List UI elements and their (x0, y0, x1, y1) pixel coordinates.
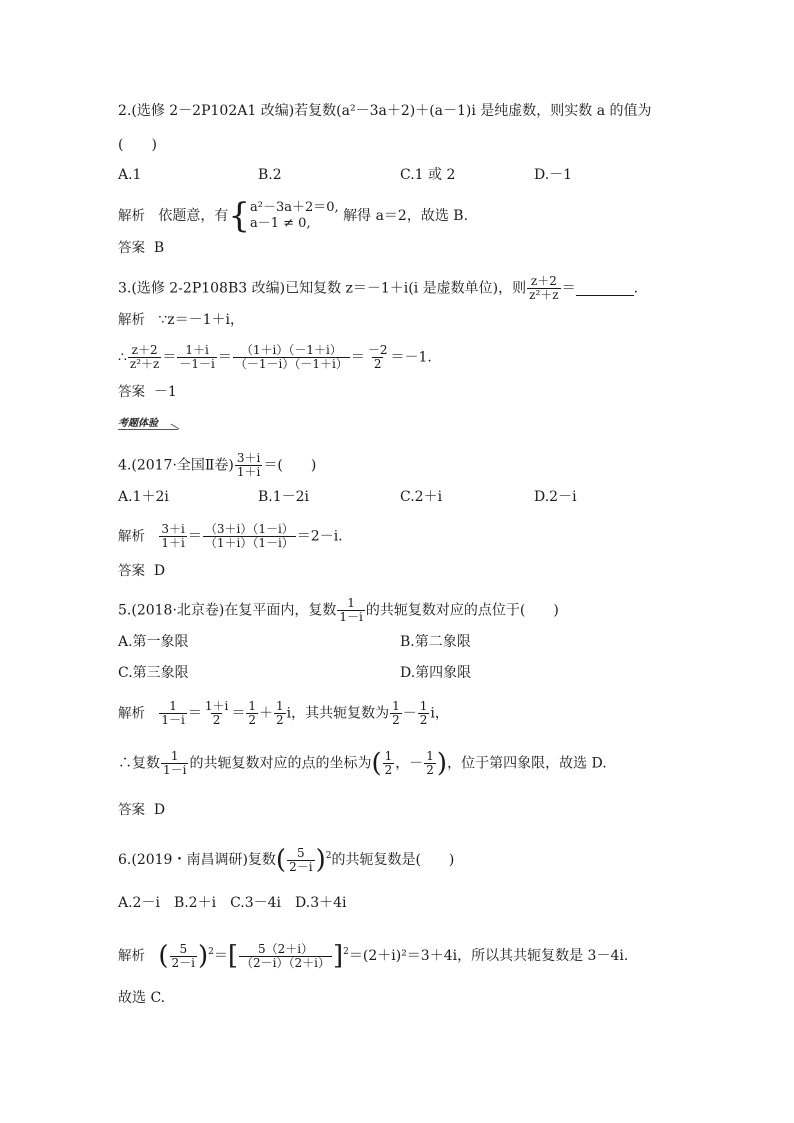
numerator: 5 (179, 941, 188, 956)
q2-option-c: C.1 或 2 (400, 167, 456, 183)
answer-label: 答案 (118, 802, 145, 818)
numerator: 1 (419, 699, 428, 713)
fraction (159, 523, 186, 550)
denominator: 1－i (161, 713, 185, 727)
left-bracket: [ (227, 941, 239, 971)
numerator: （1＋i）（－1＋i） (240, 343, 342, 357)
q4-solution (118, 523, 343, 550)
q3-stem-text: 3.(选修 2-2P108B3 改编)已知复数 z＝－1＋i(i 是虚数单位)，则 (118, 280, 527, 297)
q5-solution-line2 (118, 750, 607, 777)
fraction (159, 700, 186, 727)
q6-conclusion: 故选 C. (118, 990, 166, 1006)
q2-option-b: B.2 (258, 167, 282, 183)
q2-solution (118, 196, 469, 236)
period: . (633, 280, 639, 297)
therefore-symbol: ∴ (118, 349, 127, 366)
q5-option-a: A.第一象限 (118, 634, 189, 650)
fraction (233, 344, 350, 371)
fraction (246, 700, 258, 727)
denominator: 2 (419, 713, 428, 727)
fraction (170, 943, 197, 970)
fraction (203, 700, 230, 727)
numerator: 1 (426, 749, 434, 763)
point-separator: ，－ (395, 755, 424, 772)
minus: － (402, 705, 417, 722)
fraction (424, 750, 436, 777)
answer-value: B (153, 240, 165, 256)
fraction (287, 847, 314, 874)
equals: ＝ (231, 705, 246, 722)
equals: ＝ (162, 349, 177, 366)
equals: ＝ (217, 349, 232, 366)
section-tag: 考题体验 (118, 418, 158, 429)
exponent: 2 (343, 947, 349, 957)
equals: ＝ (561, 280, 576, 297)
denominator: 2 (392, 713, 400, 727)
q6-stem-end: 的共轭复数是( ) (331, 852, 455, 868)
fraction (383, 750, 395, 777)
solution-label: 解析 (118, 208, 145, 224)
numerator: 1 (392, 699, 400, 713)
q6-solution (118, 942, 628, 970)
numerator: 1＋i (185, 343, 209, 357)
fraction (418, 700, 430, 727)
denominator: 1＋i (161, 536, 185, 550)
fraction (235, 452, 262, 479)
result: ＝(2＋i)²＝3＋4i，所以其共轭复数是 3－4i. (348, 948, 629, 964)
q3-solution-line1 (118, 310, 244, 330)
system-line-1: a²－3a＋2＝0, (250, 200, 339, 215)
q5-line2-prefix: ∴复数 (118, 755, 160, 772)
q5-line2-end: ，位于第四象限，故选 D. (447, 755, 607, 772)
fraction (203, 523, 296, 550)
answer-value: D (153, 802, 166, 818)
answer-label: 答案 (118, 384, 145, 400)
q5-stem-end: 的共轭复数对应的点位于( ) (365, 602, 559, 619)
numerator: z＋2 (131, 343, 158, 357)
numerator: 1＋i (204, 699, 229, 713)
fraction (128, 344, 161, 371)
q5-stem (118, 597, 559, 624)
q6-stem-prefix: 6.(2019・南昌调研)复数 (118, 852, 276, 868)
section-tag-underline (118, 429, 178, 430)
q4-option-a: A.1＋2i (118, 489, 169, 505)
fraction (161, 750, 188, 777)
denominator: z²＋z (529, 288, 559, 302)
q5-answer (118, 800, 165, 820)
denominator: （－1－i）（－1＋i） (234, 357, 348, 371)
numerator: 1 (169, 699, 177, 713)
q5-option-d: D.第四象限 (400, 665, 472, 681)
q3-solution-line2 (118, 344, 432, 371)
numerator: 1 (170, 749, 179, 763)
q2-option-a: A.1 (118, 167, 142, 183)
q2-stem: 2.(选修 2－2P102A1 改编)若复数(a²－3a＋2)＋(a－1)i 是纯虚数，则实数 a 的值为 (118, 103, 652, 119)
numerator: －2 (367, 343, 388, 357)
right-bracket: ] (333, 941, 344, 971)
numerator: 5（2＋i） (257, 941, 314, 956)
denominator: 1－i (163, 763, 187, 777)
q4-option-b: B.1－2i (258, 489, 310, 505)
q5-mid-text: i，其共轭复数为 (286, 705, 390, 722)
denominator: 2 (212, 713, 221, 727)
fraction (527, 275, 560, 302)
numerator: 5 (297, 845, 305, 860)
right-paren: ) (436, 748, 448, 779)
numerator: z＋2 (530, 274, 557, 288)
numerator: 3＋i (236, 451, 261, 465)
q3-answer (118, 382, 177, 402)
q4-source: 4.(2017·全国Ⅱ卷) (118, 457, 234, 474)
q2-option-d: D.－1 (534, 167, 573, 183)
q5-line1-end: i， (430, 705, 449, 722)
q3-given: ∵z＝－1＋i， (158, 312, 245, 328)
q4-stem-end: ＝( ) (263, 457, 317, 474)
q5-line2-mid: 的共轭复数对应的点的坐标为 (189, 755, 372, 772)
solution-label: 解析 (118, 312, 145, 328)
answer-value: D (153, 563, 166, 579)
numerator: 1 (275, 699, 284, 713)
answer-label: 答案 (118, 240, 145, 256)
q2-answer-paren: ( ) (118, 137, 157, 153)
denominator: 2 (426, 763, 434, 777)
denominator: 2 (248, 713, 256, 727)
numerator: （3＋i）（1－i） (204, 522, 294, 536)
q2-answer (118, 238, 164, 258)
equals: ＝ (187, 705, 202, 722)
q4-option-d: D.2－i (534, 489, 577, 505)
q2-solution-intro: 依题意，有 (158, 208, 229, 224)
fraction (337, 597, 364, 624)
fraction (177, 344, 216, 371)
left-brace: { (228, 196, 250, 236)
fill-in-blank (576, 281, 634, 296)
left-paren: ( (158, 941, 169, 971)
result: ＝－1. (390, 349, 432, 366)
q3-stem (118, 275, 638, 302)
numerator: 1 (384, 749, 393, 763)
fraction (366, 344, 390, 371)
exponent: 2 (208, 947, 214, 957)
q5-stem-prefix: 5.(2018·北京卷)在复平面内，复数 (118, 602, 337, 619)
q5-option-c: C.第三象限 (118, 665, 189, 681)
q2-solution-end: 解得 a＝2，故选 B. (343, 208, 469, 224)
fraction (274, 700, 286, 727)
denominator: 2－i (289, 859, 313, 874)
denominator: 2－i (171, 955, 195, 970)
denominator: 2 (384, 763, 393, 777)
answer-label: 答案 (118, 563, 145, 579)
equals: ＝ (350, 349, 365, 366)
q5-solution-line1 (118, 700, 449, 727)
equation-system (250, 200, 339, 232)
denominator: 2 (373, 357, 382, 371)
left-paren: ( (371, 748, 382, 779)
numerator: 1 (248, 699, 256, 713)
denominator: 1－i (339, 610, 363, 624)
denominator: －1－i (179, 357, 215, 371)
right-paren: ) (198, 941, 209, 971)
plus: ＋ (258, 705, 273, 722)
numerator: 1 (347, 596, 355, 610)
denominator: 1＋i (236, 465, 261, 479)
equals: ＝ (187, 528, 202, 545)
denominator: 2 (275, 713, 284, 727)
denominator: （2－i）（2＋i） (241, 955, 330, 970)
numerator: 3＋i (161, 522, 185, 536)
right-paren: ) (315, 845, 326, 875)
solution-label: 解析 (118, 528, 145, 545)
fraction (390, 700, 402, 727)
fraction (239, 943, 332, 970)
exponent: 2 (325, 851, 332, 861)
q6-stem (118, 846, 454, 874)
solution-label: 解析 (118, 948, 145, 964)
denominator: （1＋i）（1－i） (204, 536, 294, 550)
q4-stem (118, 452, 316, 479)
q5-option-b: B.第二象限 (400, 634, 471, 650)
solution-label: 解析 (118, 705, 145, 722)
answer-value: －1 (153, 384, 177, 400)
q4-option-c: C.2＋i (400, 489, 443, 505)
result: ＝2－i. (296, 528, 343, 545)
left-paren: ( (275, 845, 287, 875)
denominator: z²＋z (129, 357, 160, 371)
equals: ＝ (213, 948, 228, 964)
q6-options: A.2－i B.2＋i C.3－4i D.3＋4i (118, 895, 347, 911)
system-line-2: a－1 ≠ 0, (250, 216, 311, 231)
q4-answer (118, 561, 165, 581)
